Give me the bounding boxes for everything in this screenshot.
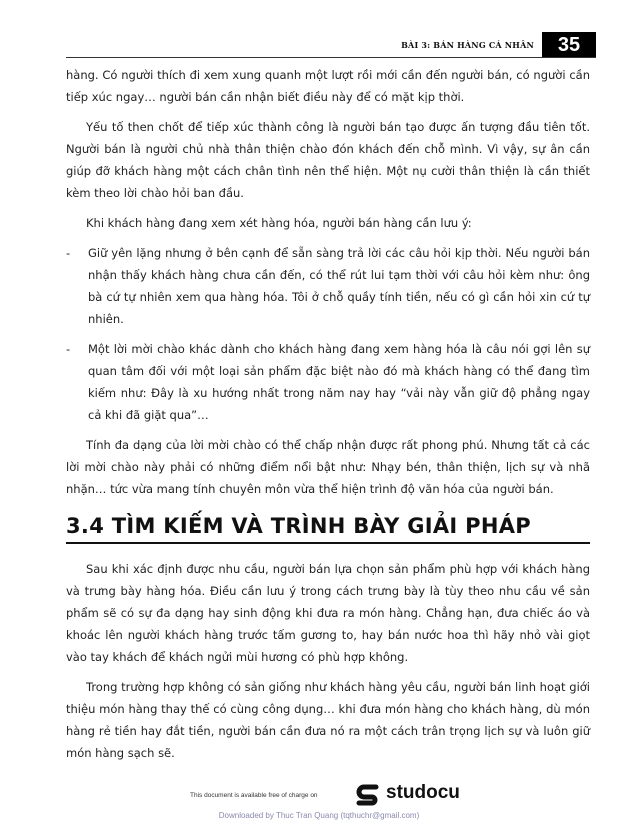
page-content [66,64,590,772]
bullet-dash: - [66,246,71,260]
section-divider [66,542,590,544]
page-number: 35 [542,32,596,58]
download-note: Downloaded by Thuc Tran Quang (tqthuchr@gmail.com) [218,811,420,820]
page-header [66,30,596,58]
bullet-dash: - [66,342,71,356]
page-footer [0,778,638,826]
paragraph-1: hàng. Có người thích đi xem xung quanh một lượt rồi mới cần đến người bán, có người cần tiếp xúc ngay… người bán cần nhận biết điều này để có mặt kịp thời. [66,68,590,104]
availability-note: This document is available free of charge on [190,792,318,799]
section-heading [66,514,590,544]
section-heading-text: 3.4 TÌM KIẾM VÀ TRÌNH BÀY GIẢI PHÁP [66,514,531,538]
bullet-item [66,338,590,426]
paragraph-6: Trong trường hợp không có sản giống như khách hàng yêu cầu, người bán linh hoạt giới thiệu món hàng thay thế có cùng công dụng… khi đưa món hàng cho khách hàng, dù món hàng rẻ tiền hay đắt tiền, người bán cần đưa nó ra một cách trân trọng lịch sự và luôn giữ món hàng sạch sẽ. [66,680,590,760]
studocu-logo-icon [354,781,382,809]
chapter-title: BÀI 3: BÁN HÀNG CÁ NHÂN [401,40,534,50]
studocu-wordmark: studocu [386,782,460,803]
bullet-text: Giữ yên lặng nhưng ở bên cạnh để sẵn sàng trả lời các câu hỏi kịp thời. Nếu người bán nhận thấy khách hàng chưa cần đến, có thể rút lui tạm thời với câu hỏi kèm như: ông bà cứ tự nhiên xem qua hàng hóa. Tôi ở chỗ quầy tính tiền, nếu có gì cần hỏi xin cứ tự nhiên. [88,246,590,326]
paragraph-4: Tính đa dạng của lời mời chào có thể chấp nhận được rất phong phú. Nhưng tất cả các lời mời chào này phải có những điểm nổi bật như: Nhạy bén, thân thiện, lịch sự và nhã nhặn… tức vừa mang tính chuyên môn vừa thể hiện trình độ văn hóa của người bán. [66,438,590,496]
paragraph-5: Sau khi xác định được nhu cầu, người bán lựa chọn sản phẩm phù hợp với khách hàng và trưng bày hàng hóa. Điều cần lưu ý trong cách trưng bày là tùy theo nhu cầu về sản phẩm sẽ có sự đa dạng hay sinh động khi đưa ra món hàng. Chẳng hạn, đưa chiếc áo và khoác lên người khách hàng trước tấm gương to, hay bán nước hoa thì hãy nhỏ vài giọt vào tay khách để khách ngửi mùi hương có phù hợp không. [66,562,590,664]
paragraph-2: Yếu tố then chốt để tiếp xúc thành công là người bán tạo được ấn tượng đầu tiên tốt. Người bán là người chủ nhà thân thiện chào đón khách đến chỗ mình. Vì vậy, sự ân cần giúp đỡ khách hàng một cách chân tình nên thể hiện. Một nụ cười thân thiện là cần thiết kèm theo lời chào hỏi ban đầu. [66,120,590,200]
paragraph-3: Khi khách hàng đang xem xét hàng hóa, người bán hàng cần lưu ý: [86,216,472,230]
bullet-item [66,242,590,330]
bullet-text: Một lời mời chào khác dành cho khách hàng đang xem hàng hóa là câu nói gợi lên sự quan tâm đối với một loại sản phẩm đặc biệt nào đó mà khách hàng có thể đang tìm kiếm như: Đây là xu hướng nhất trong năm nay hay “vải này vẫn giữ độ phẳng ngay cả khi đã giặt qua”… [88,342,590,422]
header-divider [66,57,596,58]
